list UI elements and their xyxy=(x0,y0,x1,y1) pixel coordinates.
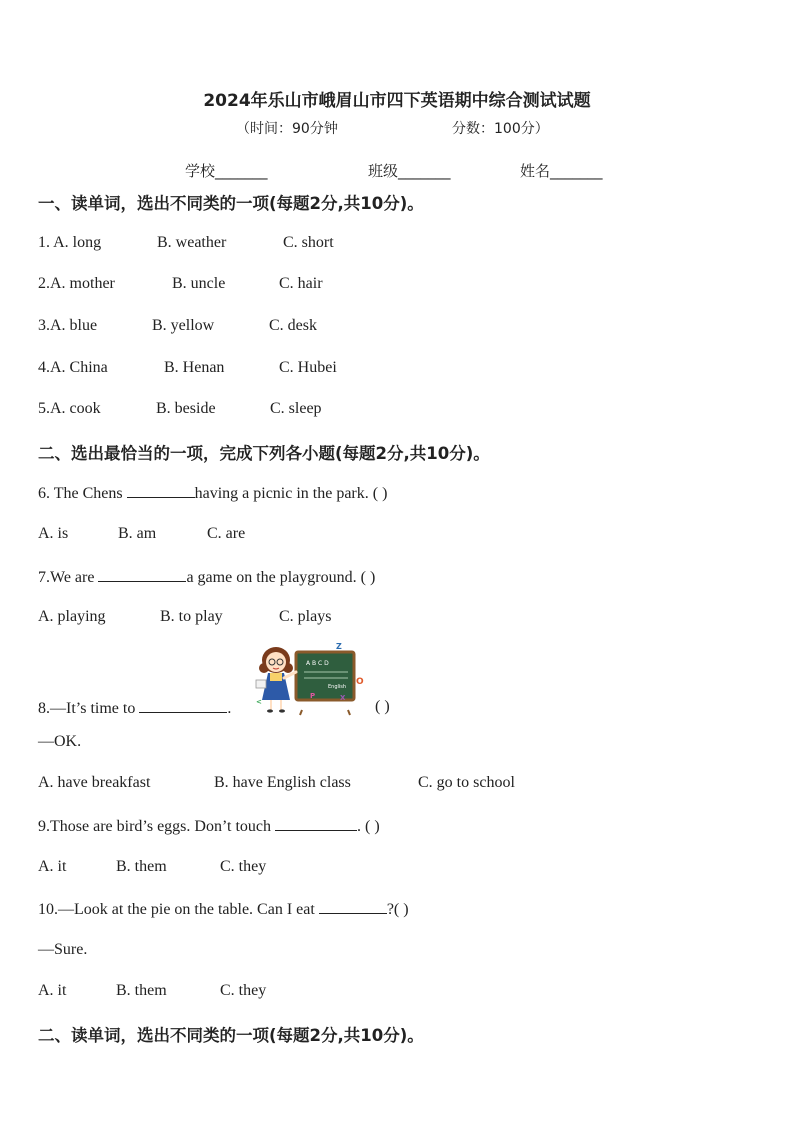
question-text: 9.Those are bird’s eggs. Don’t touch xyxy=(38,818,275,835)
option-c: C. they xyxy=(220,858,267,875)
option-c: C. are xyxy=(207,525,246,542)
reply-text: —OK. xyxy=(38,733,82,750)
option-c: C. sleep xyxy=(270,400,322,417)
option-b: B. am xyxy=(118,525,157,542)
option-c: C. hair xyxy=(279,275,323,292)
question-text: . ( ) xyxy=(357,818,380,835)
question-10 xyxy=(38,899,409,919)
option-c: C. Hubei xyxy=(279,359,337,376)
option-a: A. have breakfast xyxy=(38,774,151,791)
page-title: 2024年乐山市峨眉山市四下英语期中综合测试试题 xyxy=(203,91,591,111)
svg-text:Z: Z xyxy=(336,642,342,651)
question-text: 10.—Look at the pie on the table. Can I eat xyxy=(38,901,319,918)
time-label: （时间：90分钟 xyxy=(236,121,338,137)
answer-blank[interactable] xyxy=(275,816,357,831)
option-c: C. plays xyxy=(279,608,332,625)
question-6 xyxy=(38,483,387,503)
svg-text:O: O xyxy=(356,677,364,687)
option-b: B. beside xyxy=(156,400,216,417)
option-b: B. them xyxy=(116,982,167,999)
option-a: A. it xyxy=(38,982,67,999)
option-c: C. go to school xyxy=(418,774,515,791)
question-text: ?( ) xyxy=(386,901,409,918)
reply-text: —Sure. xyxy=(38,941,88,958)
question-text: 6. The Chens xyxy=(38,485,127,502)
section-2-title: 二、选出最恰当的一项，完成下列各小题(每题2分,共10分)。 xyxy=(38,444,490,463)
option-b: B. uncle xyxy=(172,275,226,292)
teacher-blackboard-illustration xyxy=(252,640,364,716)
answer-blank[interactable] xyxy=(127,483,195,498)
option-c: C. they xyxy=(220,982,267,999)
question-text: . xyxy=(227,700,232,717)
question-text: 8.—It’s time to xyxy=(38,700,140,717)
option-a: A. is xyxy=(38,525,69,542)
answer-blank[interactable] xyxy=(98,567,186,582)
question-9 xyxy=(38,816,380,836)
question-7 xyxy=(38,567,375,587)
question-8 xyxy=(38,698,231,718)
option-a: A. it xyxy=(38,858,67,875)
option-c: C. short xyxy=(283,234,334,251)
option-b: B. have English class xyxy=(214,774,351,791)
answer-blank[interactable] xyxy=(319,899,387,914)
svg-text:X: X xyxy=(340,694,346,702)
name-field: 姓名_______ xyxy=(520,162,603,180)
option-a: 1. A. long xyxy=(38,234,102,251)
option-b: B. yellow xyxy=(152,317,215,334)
option-a: 3.A. blue xyxy=(38,317,98,334)
answer-blank[interactable] xyxy=(139,698,227,713)
option-a: A. playing xyxy=(38,608,106,625)
option-a: 2.A. mother xyxy=(38,275,115,292)
option-a: 4.A. China xyxy=(38,359,108,376)
option-b: B. Henan xyxy=(164,359,225,376)
answer-paren[interactable]: ( ) xyxy=(375,698,390,715)
question-text: having a picnic in the park. ( ) xyxy=(194,485,388,502)
section-1-title: 一、读单词，选出不同类的一项(每题2分,共10分)。 xyxy=(38,194,424,213)
option-b: B. to play xyxy=(160,608,223,625)
option-b: B. weather xyxy=(157,234,227,251)
svg-text:P: P xyxy=(310,692,316,700)
question-text: a game on the playground. ( ) xyxy=(186,569,376,586)
class-field: 班级_______ xyxy=(368,162,451,180)
board-word: English xyxy=(328,684,347,690)
option-b: B. them xyxy=(116,858,167,875)
section-3-title: 二、读单词，选出不同类的一项(每题2分,共10分)。 xyxy=(38,1026,424,1045)
score-label: 分数：100分） xyxy=(452,121,549,137)
school-field: 学校_______ xyxy=(185,162,268,180)
question-text: 7.We are xyxy=(38,569,99,586)
svg-text:<: < xyxy=(256,698,262,706)
board-letters: A B C D xyxy=(306,660,329,667)
option-a: 5.A. cook xyxy=(38,400,101,417)
option-c: C. desk xyxy=(269,317,317,334)
